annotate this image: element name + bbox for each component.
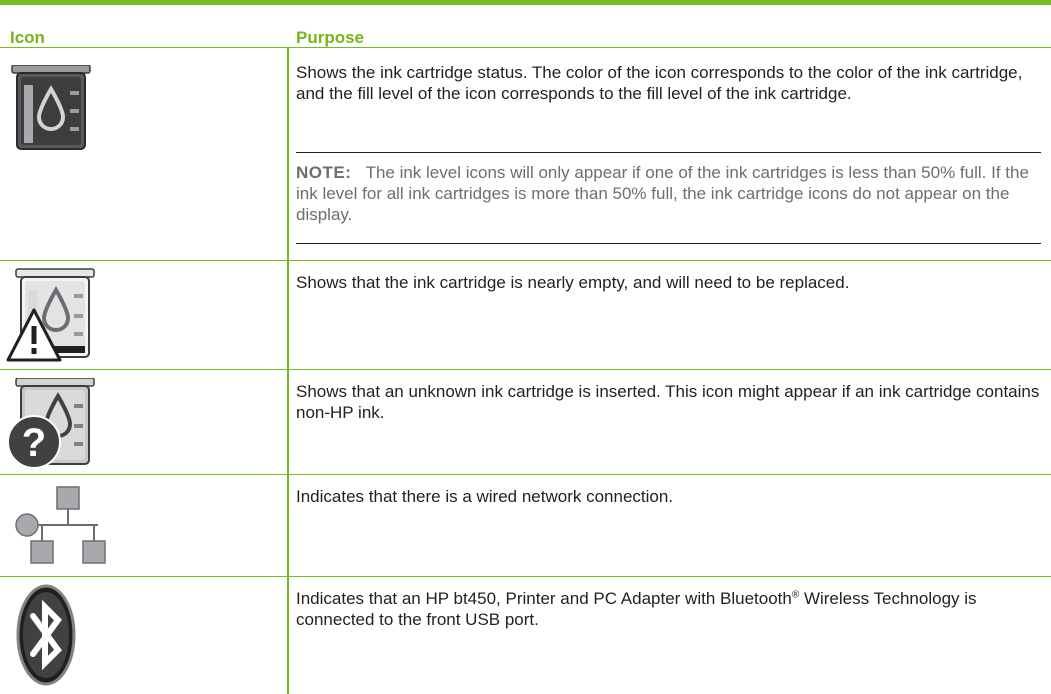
ink-cartridge-status-icon [10, 65, 92, 158]
row-purpose-text: Shows that the ink cartridge is nearly empty, and will need to be replaced. [296, 273, 850, 292]
note-label: NOTE: [296, 163, 352, 182]
table-header [0, 14, 1051, 50]
table-row [0, 370, 1051, 474]
header-icon-column: Icon [10, 28, 45, 47]
ink-cartridge-warning-icon [6, 264, 96, 369]
bluetooth-text-start: Indicates that an HP bt450, Printer and PC Adapter with Bluetooth [296, 589, 792, 608]
svg-text:?: ? [21, 421, 47, 465]
registered-mark: ® [791, 589, 800, 601]
header-purpose-column: Purpose [296, 28, 365, 47]
table-row [0, 48, 1051, 260]
table-row [0, 577, 1051, 694]
table-top-rule [0, 0, 1051, 5]
bluetooth-icon [16, 584, 76, 691]
row-purpose-text: Indicates that there is a wired network connection. [296, 487, 674, 506]
note-bottom-rule [296, 243, 1041, 244]
row-purpose-text: Shows the ink cartridge status. The color of the icon corresponds to the color of the ink cartridge, and the fill level of the icon corresponds to the fill level of the ink cartridge. [296, 63, 1023, 103]
row-purpose-text [296, 588, 1041, 630]
row-purpose-text: Shows that an unknown ink cartridge is inserted. This icon might appear if an ink cartridge contains non-HP ink. [296, 382, 1040, 422]
note-block [296, 162, 1041, 225]
ink-cartridge-unknown-icon [6, 378, 96, 475]
table-row [0, 261, 1051, 369]
bluetooth-text-end: Wireless Technology is connected to the front USB port. [296, 589, 977, 629]
wired-network-icon [14, 485, 114, 572]
note-text: The ink level icons will only appear if one of the ink cartridges is less than 50% full. If the ink level for all ink cartridges is more than 50% full, the ink cartridge icons do not appear on the display. [296, 163, 1029, 224]
note-top-rule [296, 152, 1041, 153]
table-row [0, 475, 1051, 576]
